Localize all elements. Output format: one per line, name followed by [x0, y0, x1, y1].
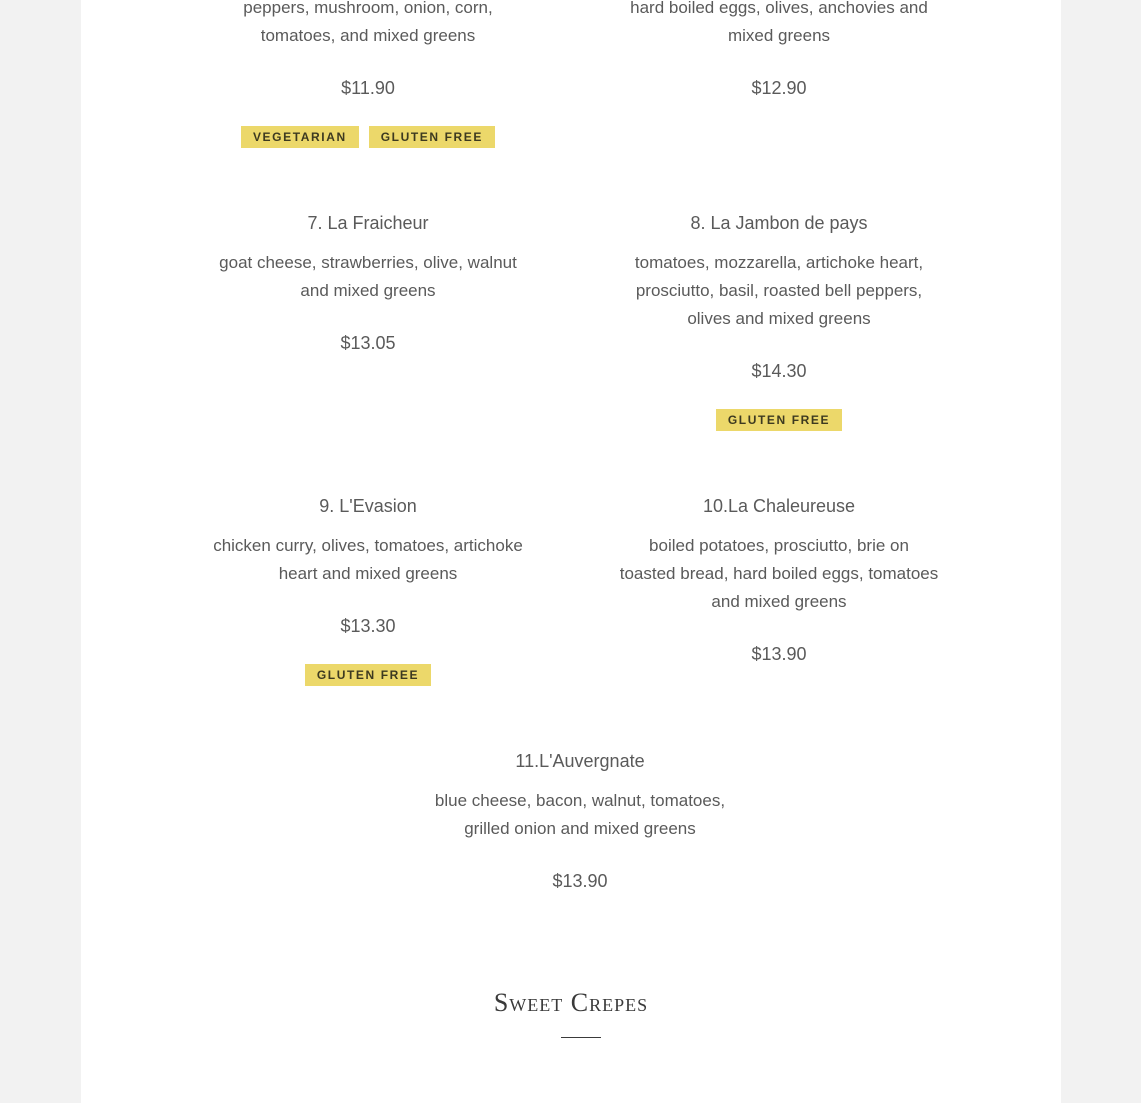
section-title: Sweet Crepes — [493, 988, 649, 1017]
item-price: $13.30 — [340, 616, 396, 636]
item-description-line: toasted bread, hard boiled eggs, tomatoes — [619, 564, 939, 583]
item-name: 8. La Jambon de pays — [690, 213, 868, 233]
item-description-line: goat cheese, strawberries, olive, walnut — [219, 253, 517, 272]
item-description-line: and mixed greens — [300, 281, 436, 300]
item-description-line: hard boiled eggs, olives, anchovies and — [630, 0, 928, 17]
item-name: 11.L'Auvergnate — [515, 751, 645, 771]
menu-item-5 — [218, 0, 518, 148]
menu-item-6 — [619, 0, 939, 102]
item-description — [619, 0, 939, 50]
item-price: $12.90 — [751, 78, 807, 98]
item-price: $13.90 — [552, 871, 608, 891]
menu-page — [81, 0, 1061, 1103]
item-name: 7. La Fraicheur — [307, 213, 429, 233]
item-description-line: olives and mixed greens — [687, 309, 871, 328]
item-description — [218, 249, 518, 305]
item-description-line: blue cheese, bacon, walnut, tomatoes, — [434, 791, 726, 810]
item-name: 9. L'Evasion — [319, 496, 417, 516]
item-description — [619, 532, 939, 616]
item-description — [420, 787, 740, 843]
item-description-line: peppers, mushroom, onion, corn, — [243, 0, 493, 17]
gluten-free-tag: GLUTEN FREE — [369, 126, 495, 148]
item-description-line: tomatoes, and mixed greens — [260, 26, 476, 45]
item-description — [619, 249, 939, 333]
menu-item-10 — [619, 492, 939, 668]
item-description-line: grilled onion and mixed greens — [464, 819, 696, 838]
gluten-free-tag: GLUTEN FREE — [716, 409, 842, 431]
item-tags — [218, 126, 518, 148]
item-description-line: tomatoes, mozzarella, artichoke heart, — [634, 253, 924, 272]
menu-item-8 — [619, 209, 939, 431]
menu-item-9 — [208, 492, 528, 686]
item-description-line: boiled potatoes, prosciutto, brie on — [649, 536, 909, 555]
item-description-line: and mixed greens — [711, 592, 847, 611]
item-tags — [208, 664, 528, 686]
vegetarian-tag: VEGETARIAN — [241, 126, 359, 148]
menu-item-11 — [420, 747, 740, 895]
item-description — [208, 532, 528, 588]
item-description-line: prosciutto, basil, roasted bell peppers, — [635, 281, 923, 300]
gluten-free-tag: GLUTEN FREE — [305, 664, 431, 686]
item-name: 10.La Chaleureuse — [702, 496, 856, 516]
menu-item-7 — [218, 209, 518, 357]
item-price: $13.05 — [340, 333, 396, 353]
item-description-line: mixed greens — [727, 26, 831, 45]
section-divider — [561, 1037, 601, 1038]
item-description-line: heart and mixed greens — [278, 564, 458, 583]
item-description — [218, 0, 518, 50]
item-tags — [619, 409, 939, 431]
item-description-line: chicken curry, olives, tomatoes, artichoke — [213, 536, 523, 555]
item-price: $14.30 — [751, 361, 807, 381]
item-price: $11.90 — [341, 78, 395, 98]
item-price: $13.90 — [751, 644, 807, 664]
